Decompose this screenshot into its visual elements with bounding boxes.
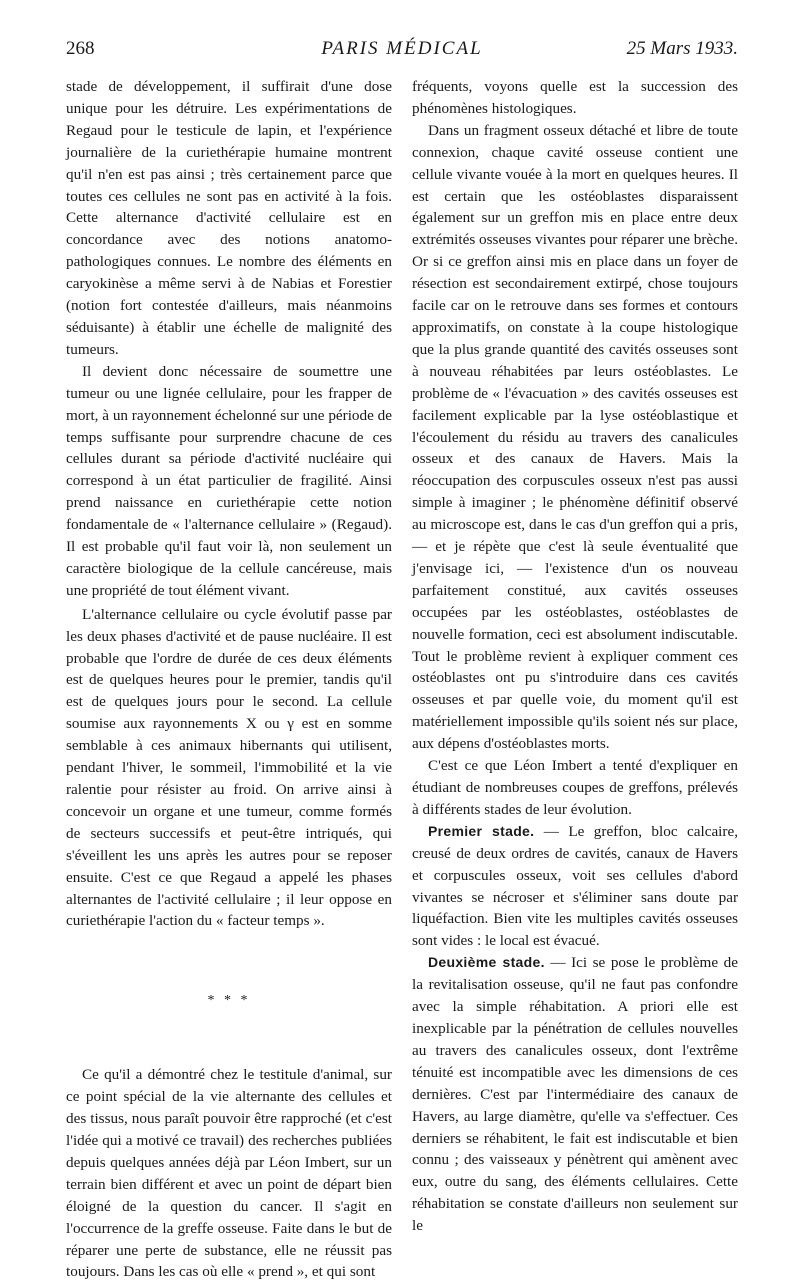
stage-1-text: — Le greffon, bloc calcaire, creusé de deux ordres de cavités, canaux de Havers et corpuscules osseux, voit ses cellules d'abord vivantes se nécroser et s'éliminer sans doute par liquéfaction. Bien vite les multiples cavités osseuses sont vides : le local est évacué. [412, 822, 738, 950]
paragraph: Ce qu'il a démontré chez le testitule d'animal, sur ce point spécial de la vie alternante des cellules et des tissus, nous paraît pouvoir être rapproché (et c'est l'idée qui a motivé ce travail) des recherches publiées depuis quelques années déjà par Léon Imbert, sur un terrain bien différent et avec un point de départ bien éloigné de la question du cancer. Il s'agit en l'occurrence de la greffe osseuse. Faite dans le but de réparer une perte de substance, elle ne réussit pas toujours. Dans les cas où elle « prend », et qui sont [66, 1066, 392, 1281]
section-separator: * * * [207, 993, 251, 1009]
paragraph: C'est ce que Léon Imbert a tenté d'expliquer en étudiant de nombreuses coupes de greffons, prélevés à différents stades de leur évolution. [412, 757, 738, 818]
journal-title: PARIS MÉDICAL [321, 38, 483, 59]
paragraph: Dans un fragment osseux détaché et libre de toute connexion, chaque cavité osseuse contient une cellule vivante vouée à la mort en quelques heures. Il est certain que les ostéoblastes disparaissent également sur un greffon mis en place entre deux extrémités osseuses vivantes pour réparer une brèche. Or si ce greffon ainsi mis en place dans un foyer de résection est secondairement extirpé, chose toujours facile car on le retrouve dans ses formes et contours approximatifs, on constate à la coupe histologique que la plus grande quantité des cavités osseuses sont à nouveau réhabitées par leurs ostéoblastes. Le problème de « l'évacuation » des cavités osseuses est facilement explicable par la lyse ostéoblastique et l'écoulement du résidu au travers des canalicules osseux et des canaux de Havers. Mais la réoccupation des corpuscules osseux n'est pas aussi simple à imaginer ; le phénomène définitif observé au microscope est, dans le cas d'un greffon qui a pris, — et je répète que c'est là seule éventualité que j'envisage ici, — l'existence d'un os nouveau parfaitement constitué, aux cavités osseuses occupées par les ostéoblastes, ostéoblastes de nouvelle formation, ceci est absolument indiscutable. Tout le problème revient à expliquer comment ces ostéoblastes ont pu s'introduire dans ces cavités osseuses et par quelle voie, du moment qu'il est matériellement impossible qu'ils soient nés sur place, aux dépens d'ostéoblastes morts. [412, 121, 738, 753]
issue-date: 25 Mars 1933. [626, 38, 738, 59]
paragraph: L'alternance cellulaire ou cycle évolutif passe par les deux phases d'activité et de pause nucléaire. Il est probable que l'ordre de durée de ces deux éléments est de quelques heures pour le premier, tandis qu'il est de quelques jours pour le second. La cellule soumise aux rayonnements X ou γ est en somme semblable à ces animaux hibernants qui utilisent, pendant l'hiver, le sommeil, l'immobilité et la vie ralentie pour résister au froid. On arrive ainsi à concevoir un organe et une tumeur, comme formés de secteurs successifs et peut-être intriqués, qui s'éveillent les uns après les autres pour se reposer ensuite. C'est ce que Regaud a appelé les phases alternantes de l'activité cellulaire ; il leur oppose en curiethérapie l'action du « facteur temps ». [66, 605, 392, 930]
stage-1-paragraph [412, 821, 738, 952]
page-header [66, 38, 738, 68]
stage-2-text: — Ici se pose le problème de la revitalisation osseuse, qu'il ne faut pas confondre avec la simple réhabitation. A priori elle est inexplicable par la pénétration de cellules nouvelles au travers des canalicules osseux, dont l'extrême ténuité est incompatible avec les dimensions de ces dernières. C'est par l'intermédiaire des canaux de Havers, au large diamètre, qu'elle va s'effectuer. Ces derniers se réhabitent, le fait est indiscutable et bien connu ; des vaisseaux y pénètrent qui amènent avec eux, outre du sang, des éléments cellulaires. Cette réhabitation se constate d'ailleurs non seulement sur le [412, 954, 738, 1235]
stage-1-heading: Premier stade. [428, 822, 535, 839]
paragraph: Il devient donc nécessaire de soumettre une tumeur ou une lignée cellulaire, pour les frapper de mort, à un rayonnement échelonné sur une période de temps suffisante pour surprendre chacune de ces cellules durant sa période d'activité nucléaire qui correspond à un état particulier de fragilité. Ainsi prend naissance en curiethérapie cette notion fondamentale de « l'alternance cellulaire » (Regaud). Il est probable qu'il faut voir là, non seulement un caractère biologique de la cellule cancéreuse, mais une propriété de tout élément vivant. [66, 362, 392, 599]
right-column [412, 76, 738, 1237]
stage-2-paragraph [412, 952, 738, 1237]
paragraph: stade de développement, il suffirait d'une dose unique pour les détruire. Les expérimentations de Regaud pour le testicule de lapin, et l'expérience journalière de la curiethérapie humaine montrent qu'il n'en est pas ainsi ; très certainement parce que toutes ces cellules ne sont pas en activité à la fois. Cette alternance d'activité cellulaire est en concordance avec des notions anatomo-pathologiques connues. Le nombre des éléments en caryokinèse a même servi à de Nabias et Forestier (notion fort contestée d'ailleurs, mais néanmoins séduisante) à établir une échelle de malignité des tumeurs. [66, 78, 392, 358]
stage-2-heading: Deuxième stade. [428, 954, 545, 971]
left-column [66, 76, 392, 1283]
paragraph: fréquents, voyons quelle est la succession des phénomènes histologiques. [412, 78, 738, 117]
page-number: 268 [66, 38, 95, 59]
